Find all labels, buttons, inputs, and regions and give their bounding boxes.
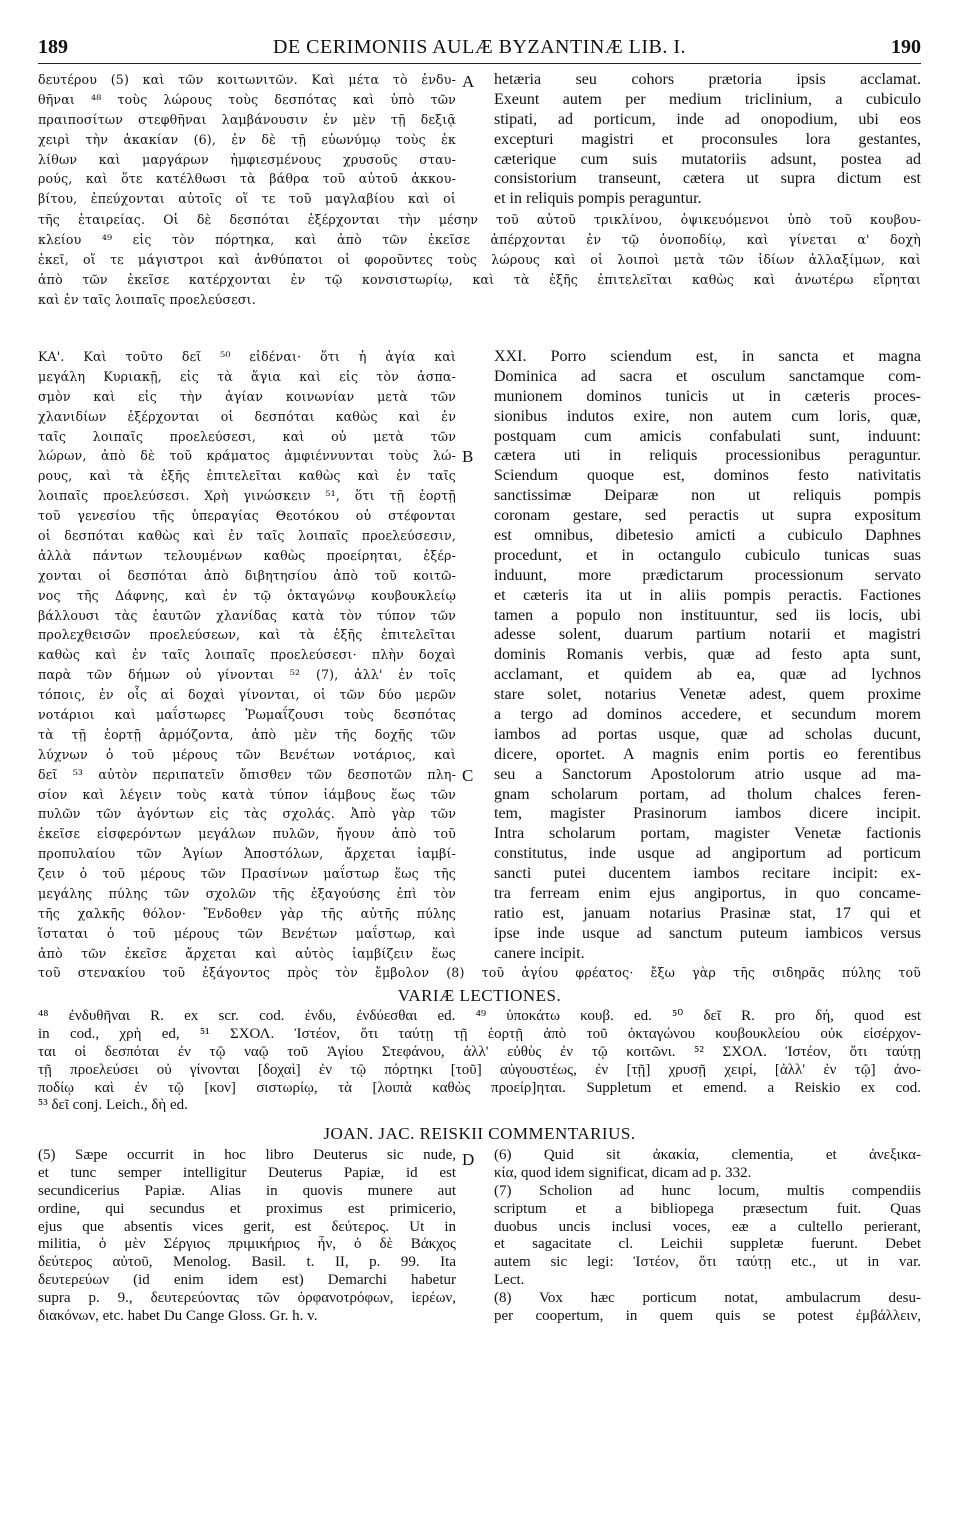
- text-line: ἀπὸ τῶν ἐκεῖσε ἄρχεται καὶ αὐτὸς ἰαμβίζειν ἕως: [38, 945, 456, 961]
- text-line: dicere, oportet. A magnis enim portis eo ferentibus: [494, 745, 921, 763]
- text-line: ρους, καὶ τὰ ἑξῆς ἐπιτελεῖται καθὼς καὶ ἐν ταῖς: [38, 468, 456, 484]
- text-line: stipati, ad porticum, inde ad onopodium, ubi eos: [494, 110, 921, 128]
- text-line: stare solet, notarius Venetæ adest, quem proxime: [494, 686, 921, 704]
- comment-line: duobus uncis inclusi voces, eæ a cultello perierant,: [494, 1218, 921, 1235]
- comment-line: et sagacitate cl. Leichii suppletæ fuerunt. Debet: [494, 1236, 921, 1253]
- text-line: cætera uti in reliquis processionibus peraguntur.: [494, 447, 921, 465]
- comment-line: secundicerius Papiæ. Alias in quovis munere aut: [38, 1182, 456, 1199]
- text-line: sancti putei ducentem iambos recitare incipit: ex-: [494, 865, 921, 883]
- text-line: dominis Romanis verbis, quæ ad festo apta sunt,: [494, 646, 921, 664]
- comment-line: Lect.: [494, 1272, 525, 1289]
- text-line: παρὰ τῶν δήμων οὐ γίνονται ⁵² (7), ἀλλ' ἐν τοῖς: [38, 667, 456, 683]
- text-line: δεῖ ⁵³ αὐτὸν περιπατεῖν ὄπισθεν τῶν δεσποτῶν πλη-: [38, 766, 456, 782]
- margin-marker-a: A: [462, 72, 475, 91]
- text-line: πυλῶν τῶν ἀγόντων εἰς τὰς σχολάς. Ἀπὸ γὰρ τῶν: [38, 806, 456, 822]
- text-line: ἀλλὰ πάντων τελουμένων καθὼς προείρηται, ἐξέρ-: [38, 547, 456, 563]
- greek-column-top: [38, 70, 456, 209]
- text-line: ρούς, καὶ ὅτε κατέλθωσι τὰ βάθρα τοῦ αὐτοῦ ἀκκου-: [38, 171, 456, 187]
- text-line: cæterique cum suis mutatoriis adsunt, postea ad: [494, 150, 921, 168]
- text-line: iambos ad portas usque, quæ ad scholas ducunt,: [494, 725, 921, 743]
- text-line: coronam gestare, sed peractis ut supra expositum: [494, 507, 921, 525]
- comment-line: (5) Sæpe occurrit in hoc libro Deuterus sic nude,: [38, 1147, 456, 1163]
- text-line: μεγάλη Κυριακῇ, εἰς τὰ ἅγια καὶ εἰς τὸν ἀσπα-: [38, 368, 456, 384]
- comment-line: scriptum et a bibliopega præsectum fuit. Quas: [494, 1200, 921, 1217]
- commentarius-left: [38, 1147, 456, 1326]
- text-line: προλεχθεισῶν προελεύσεων, καὶ τὰ ἑξῆς ἐπιτελεῖται: [38, 627, 456, 643]
- text-line: tra ferream enim ejus angiportus, in quo concame-: [494, 885, 921, 903]
- text-line: τοῦ γενεσίου τῆς ὑπεραγίας Θεοτόκου οὐ στέφονται: [38, 508, 456, 524]
- text-line: καὶ ἐν ταῖς λοιπαῖς προελεύσεσι.: [38, 291, 256, 307]
- margin-marker-d: D: [462, 1150, 475, 1169]
- running-header: [38, 36, 921, 60]
- text-line: ἐκεῖσε εἰσφερόντων μεγάλων πυλῶν, ἤγουν ἀπὸ τοῦ: [38, 826, 456, 842]
- text-line: λοιπαῖς προελεύσεσι. Χρὴ γινώσκειν ⁵¹, ὅτι τῇ ἑορτῇ: [38, 488, 456, 504]
- text-line: consistorium transeunt, cætera ut supra dictum est: [494, 170, 921, 188]
- note-line: τῇ προελεύσει οὐ γίνονται [δοχαὶ] ἐν τῷ πόρτηκι [τοῦ] αὐγουστέως, ἐν [τῇ] χρυσῇ χειρί, [ἀλλ' ἐν τῷ] ἀνο-: [38, 1061, 921, 1078]
- text-line: βίτου, ἐπεύχονται αὐτοῖς οἵ τε τοῦ μαγλαβίου καὶ οἱ: [38, 191, 456, 207]
- text-line: et cæteris ita ut in aliis pompis peractis. Factiones: [494, 586, 921, 604]
- text-line: καθὼς καὶ ἐν ταῖς λοιπαῖς προελεύσεσι· πλὴν δοχαὶ: [38, 647, 456, 663]
- text-line: μεγάλης πύλης τῶν σχολῶν τῆς ἐξαγούσης ἐπὶ τὸν: [38, 886, 456, 902]
- text-line: et in reliquis pompis peraguntur.: [494, 190, 702, 208]
- variae-lectiones-title: VARIÆ LECTIONES.: [397, 986, 562, 1005]
- page-number-left: 189: [38, 36, 68, 58]
- text-line: excepturi magistri et proconsules lora gestantes,: [494, 130, 921, 148]
- text-line: λύχνων ὁ τοῦ μέρους τῶν Βενέτων νοτάριος, καὶ: [38, 746, 456, 762]
- text-line: sionibus indutos exire, non autem cum loris, quæ,: [494, 407, 921, 425]
- comment-line: et tunc semper intelligitur Deuterus Papiæ, id est: [38, 1164, 456, 1181]
- text-line: τὰ τῇ ἑορτῇ ἁρμόζοντα, ἀπὸ μὲν τῆς δοχῆς τῶν: [38, 726, 456, 742]
- text-line: ἵσταται ὁ τοῦ μέρους τῶν Βενέτων μαΐστωρ, καὶ: [38, 925, 456, 941]
- text-line: τῆς ἑταιρείας. Οἱ δὲ δεσπόται ἐξέρχονται τὴν μέσην τοῦ αὐτοῦ τρικλίνου, ὀψικευόμενοι ὑπὸ τοῦ κουβου-: [38, 212, 921, 227]
- text-line: κλείου ⁴⁹ εἰς τὸν πόρτηκα, καὶ ἀπὸ τῶν ἐκεῖσε ἀπέρχονται ἐν τῷ ὀνοποδίῳ, καὶ γίνεται α' δοχὴ: [38, 231, 921, 247]
- text-line: νοτάριοι καὶ μαΐστωρες Ῥωμαΐζουσι τοὺς δεσπότας: [38, 707, 456, 723]
- text-line: χλανιδίων ἐξέρχονται οἱ δεσπόται καθὼς καὶ ἐν: [38, 408, 456, 424]
- text-line: munionem dominos tunicis ut in cæteris proces-: [494, 387, 921, 405]
- text-line: adesse solent, duarum partium notarii et magistri: [494, 626, 921, 644]
- comment-line: κία, quod idem significat, dicam ad p. 332.: [494, 1164, 752, 1181]
- comment-line: δεύτερος αὐτοῦ, Menolog. Basil. t. II, p. 99. Ita: [38, 1254, 456, 1271]
- header-rule: [38, 63, 921, 64]
- text-line: est omnibus, dibetesio amicti a cubiculo Daphnes: [494, 527, 921, 545]
- text-line: λίθων καὶ μαργάρων ἠμφιεσμένους χρυσοῦς σταυ-: [38, 151, 456, 167]
- text-line: Intra scholarum portam, magister Venetæ factionis: [494, 825, 921, 843]
- text-line: ἀπὸ τῶν ἐκεῖσε κατέρχονται ἐν τῷ κονσιστωρίῳ, καὶ τὰ ἑξῆς ἐπιτελεῖται καθὼς καὶ ἀνωτέρω εἴρηται: [38, 271, 921, 287]
- text-line: προπυλαίου τῶν Ἁγίων Ἀποστόλων, ἄρχεται ἰαμβί-: [38, 846, 456, 862]
- page-number-right: 190: [891, 36, 921, 58]
- text-line: σμὸν καὶ εἰς τὴν ἁγίαν κοινωνίαν μετὰ τῶν: [38, 388, 456, 404]
- greek-full-width: [38, 210, 921, 309]
- text-line: πραιποσίτων στεφθῆναι λαμβάνουσιν ἐν μὲν τῇ δεξιᾷ: [38, 111, 456, 127]
- text-line: ταῖς λοιπαῖς προελεύσεσι, καὶ οὐ μετὰ τῶν: [38, 428, 456, 444]
- note-line: ⁵³ δεῖ conj. Leich., δὴ ed.: [38, 1097, 188, 1114]
- text-line: τοῦ στενακίου τοῦ ἐξάγοντος πρὸς τὸν ἔμβολον (8) τοῦ ἁγίου φρέατος· ἔξω γὰρ τῆς σιδηρᾶς πύλης τοῦ: [38, 965, 921, 980]
- margin-marker-c: C: [462, 766, 474, 785]
- comment-line: (8) Vox hæc porticum notat, ambulacrum desu-: [494, 1290, 921, 1307]
- comment-line: διακόνων, etc. habet Du Cange Gloss. Gr. h. v.: [38, 1308, 318, 1325]
- comment-line: (7) Scholion ad hunc locum, multis compendiis: [494, 1182, 921, 1199]
- text-line: βάλλουσι τὰς ἑαυτῶν χλανίδας κατὰ τὸν τύπον τῶν: [38, 607, 456, 623]
- text-line: ratio est, januam notarius Prasinæ stat, 17 qui et: [494, 904, 921, 922]
- comment-line: supra p. 9., δευτερεύοντας τῶν ὀρφανοτρόφων, ἱερέων,: [38, 1290, 456, 1307]
- text-line: τόποις, ἐν οἷς αἱ δοχαὶ γίνονται, οἱ τῶν δύο μερῶν: [38, 687, 456, 703]
- text-line: tamen a populo non instituuntur, sed iis locis, ubi: [494, 606, 921, 624]
- text-line: XXI. Porro sciendum est, in sancta et magna: [494, 348, 921, 365]
- text-line: νος τῆς Δάφνης, καὶ ἐν τῷ ὀκταγώνῳ κουβουκλείῳ: [38, 587, 456, 603]
- text-line: χονται οἱ δεσπόται ἀπὸ διβητησίου ἀπὸ τοῦ κοιτῶ-: [38, 567, 456, 583]
- text-line: procedunt, et in octangulo cubiculo tunicas suas: [494, 546, 921, 564]
- text-line: seu a Sanctorum Apostolorum atrio usque ad ma-: [494, 765, 921, 783]
- text-line: δευτέρου (5) καὶ τῶν κοιτωνιτῶν. Καὶ μέτα τὸ ἐνδυ-: [38, 72, 456, 87]
- text-line: οἱ δεσπόται καθὼς καὶ ἐν ταῖς λοιπαῖς προελεύσεσιν,: [38, 528, 456, 544]
- text-line: gnam scholarum portam, ad tholum chalces feren-: [494, 785, 921, 803]
- note-line: in cod., χρὴ ed, ⁵¹ ΣΧΟΛ. Ἰστέον, ὅτι ταύτῃ τῇ ἑορτῇ ἀπὸ τοῦ ὀκταγώνου κουβουκλείου οὐκ εἰσέρχον-: [38, 1025, 921, 1042]
- text-line: τῆς χαλκῆς θόλον· Ἔνδοθεν γὰρ τῆς αὐτῆς πύλης: [38, 905, 456, 921]
- text-line: hetæria seu cohors prætoria ipsis acclamat.: [494, 71, 921, 88]
- note-line: ποδίῳ καὶ ἐν τῷ [κον] σιστωρίῳ, τὰ [λοιπὰ καθὼς προείρ]ηται. Suppletum et emend. a Reiskio ex cod.: [38, 1079, 921, 1096]
- text-line: constitutus, inde usque ad angiportum ad porticum: [494, 845, 921, 863]
- text-line: Exeunt autem per medium triclinium, a cubiculo: [494, 90, 921, 108]
- comment-line: ordine, qui secundus et proximus est primicerio,: [38, 1200, 456, 1217]
- comment-line: per coopertum, in quem quis se potest ἐμβάλλειν,: [494, 1308, 921, 1325]
- text-line: postquam cum amicis confabulati sunt, induunt:: [494, 427, 921, 445]
- greek-column-main: [38, 347, 456, 964]
- text-line: σίον καὶ λέγειν τοὺς κατὰ τύπον ἰάμβους ἕως τῶν: [38, 786, 456, 802]
- text-line: Sciendum quoque est, dominos festo nativitatis: [494, 467, 921, 485]
- latin-column-top: [494, 70, 921, 209]
- comment-line: ejus que absentis vices gerit, est δεύτερος. Ut in: [38, 1218, 456, 1235]
- text-line: ipse inde usque ad sanctum puteum iambicos versus: [494, 924, 921, 942]
- latin-column-main: [494, 347, 921, 964]
- text-line: ΚΑ'. Καὶ τοῦτο δεῖ ⁵⁰ εἰδέναι· ὅτι ἡ ἁγία καὶ: [38, 349, 456, 364]
- text-line: λώρων, ἀπὸ δὲ τοῦ κράματος ἀμφιέννυνται τοὺς λώ-: [38, 448, 456, 464]
- text-line: ζειν ὁ τοῦ μέρους τῶν Πρασίνων μαΐστωρ ἕως τῆς: [38, 866, 456, 882]
- text-line: Dominica ad sacra et osculum sanctamque com-: [494, 367, 921, 385]
- text-line: induunt, more prædictarum processionum servato: [494, 566, 921, 584]
- text-line: sanctissimæ Deiparæ non ut reliquis pompis: [494, 487, 921, 505]
- text-line: a tergo ad dominos accedere, et secundum morem: [494, 706, 921, 724]
- margin-marker-b: B: [462, 447, 474, 466]
- note-line: ⁴⁸ ἐνδυθῆναι R. ex scr. cod. ἐνδυ, ἐνδύεσθαι ed. ⁴⁹ ὑποκάτω κουβ. ed. ⁵⁰ δεῖ R. pro δή, quod est: [38, 1008, 921, 1024]
- greek-full-width-bottom: [38, 963, 921, 983]
- commentarius-right: [494, 1147, 921, 1326]
- comment-line: δευτερεύων (id enim idem est) Demarchi habetur: [38, 1272, 456, 1289]
- comment-line: (6) Quid sit ἀκακία, clementia, et ἀνεξικα-: [494, 1147, 921, 1163]
- commentarius-title: JOAN. JAC. REISKII COMMENTARIUS.: [323, 1124, 636, 1143]
- running-title: DE CERIMONIIS AULÆ BYZANTINÆ LIB. I.: [273, 36, 686, 58]
- text-line: tem, magister Prasinorum iambos dicere incipit.: [494, 805, 921, 823]
- text-line: χειρὶ τὴν ἀκακίαν (6), ἐν δὲ τῇ εὐωνύμῳ τοὺς ἐκ: [38, 131, 456, 147]
- text-line: acclamant, et quidem ab ea, quæ ad lychnos: [494, 666, 921, 684]
- text-line: ἐκεῖ, οἵ τε μάγιστροι καὶ ἀνθύπατοι οἱ φοροῦντες τοὺς λώρους καὶ οἱ λοιποὶ μετὰ τῶν ἰδίων ἀλλαξίμων, καὶ: [38, 251, 921, 267]
- text-line: θῆναι ⁴⁸ τοὺς λώρους τοὺς δεσπότας καὶ ὑπὸ τῶν: [38, 91, 456, 107]
- comment-line: militia, ὁ μὲν Σέργιος πριμικήριος ἦν, ὁ δὲ Βάκχος: [38, 1236, 456, 1253]
- comment-line: autem sic legi: Ἰστέον, ὅτι ταύτῃ etc., ut in var.: [494, 1254, 921, 1271]
- text-line: canere incipit.: [494, 944, 585, 962]
- note-line: ται οἱ δεσπόται ἐν τῷ ναῷ τοῦ Ἁγίου Στεφάνου, ἀλλ' εὐθὺς ἐν τῷ κοιτῶνι. ⁵² ΣΧΟΛ. Ἰστέον, ὅτι ταύτῃ: [38, 1043, 921, 1060]
- variae-lectiones: [38, 1008, 921, 1115]
